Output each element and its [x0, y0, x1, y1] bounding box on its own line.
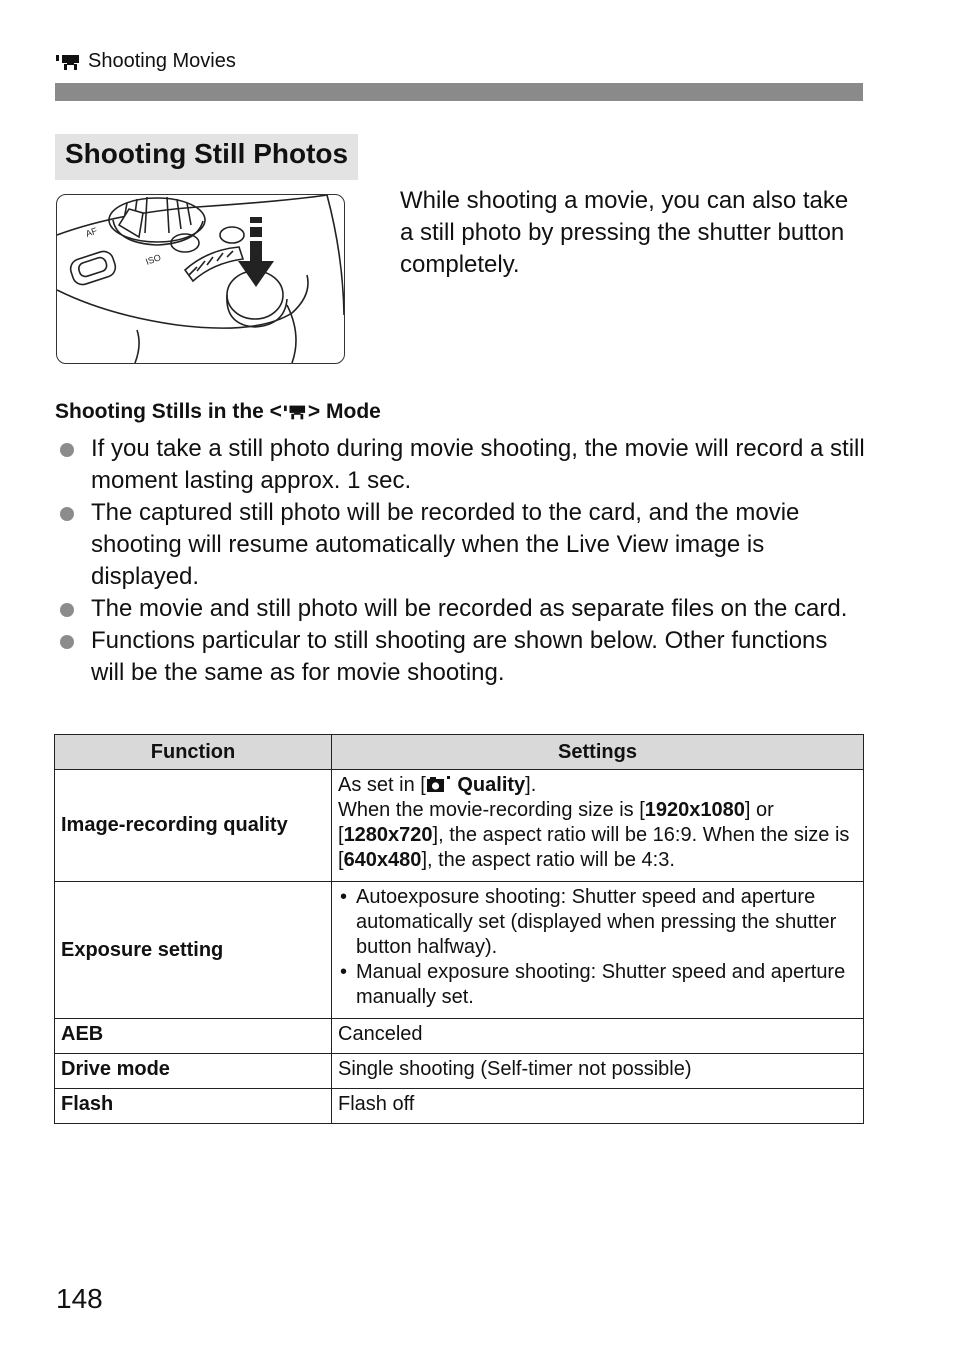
list-item — [55, 625, 865, 689]
bullet-text: Functions particular to still shooting are shown below. Other functions will be the same as for movie shooting. — [91, 627, 828, 686]
still-camera-quality-icon — [426, 775, 452, 793]
table-row — [55, 882, 864, 1019]
list-item: • Manual exposure shooting: Shutter speed and aperture manually set. — [338, 960, 857, 1010]
text-fragment: ], the aspect ratio will be 4:3. — [421, 849, 675, 871]
text-fragment: ]. — [525, 774, 537, 796]
svg-text:AF: AF — [84, 225, 99, 239]
bullet-text: If you take a still photo during movie shooting, the movie will record a still moment lasting approx. 1 sec. — [91, 435, 865, 494]
page-number: 148 — [56, 1283, 103, 1314]
text-fragment: ] or [ — [338, 799, 774, 846]
table-row — [55, 1089, 864, 1124]
bullet-text: The movie and still photo will be recorded as separate files on the card. — [91, 595, 848, 622]
running-header — [56, 50, 236, 73]
settings-cell: Canceled — [332, 1019, 864, 1054]
bullet-dot-icon — [60, 635, 74, 649]
movie-camera-icon — [56, 54, 80, 70]
movie-mode-icon — [284, 404, 306, 420]
bullet-dot-icon — [60, 443, 74, 457]
bullet-dot-icon — [60, 507, 74, 521]
settings-cell: Flash off — [332, 1089, 864, 1124]
quality-line — [338, 773, 857, 798]
size-1920: 1920x1080 — [644, 799, 745, 821]
function-cell: AEB — [55, 1019, 332, 1054]
list-item — [55, 433, 865, 497]
text-fragment: When the movie-recording size is [ — [338, 799, 645, 821]
settings-cell — [332, 882, 864, 1019]
subheading-before: Shooting Stills in the < — [55, 400, 282, 423]
exposure-list — [338, 885, 857, 1010]
bullet-list — [55, 433, 865, 689]
function-cell: Flash — [55, 1089, 332, 1124]
aspect-ratio-text — [338, 798, 857, 873]
bullet-dot-icon — [60, 603, 74, 617]
table-row — [55, 770, 864, 882]
svg-text:ISO: ISO — [144, 252, 163, 267]
size-640: 640x480 — [343, 849, 422, 871]
still-functions-table — [54, 734, 864, 1124]
intro-paragraph: While shooting a movie, you can also take a still photo by pressing the shutter button completely. — [400, 187, 849, 278]
list-item: • Autoexposure shooting: Shutter speed and aperture automatically set (displayed when pressing the shutter button halfway). — [338, 885, 857, 960]
list-item — [55, 593, 865, 625]
function-cell: Drive mode — [55, 1054, 332, 1089]
settings-cell: Single shooting (Self-timer not possible) — [332, 1054, 864, 1089]
size-1280: 1280x720 — [343, 824, 433, 846]
subheading-after: > Mode — [307, 400, 381, 423]
list-item — [55, 497, 865, 593]
table-row — [55, 1019, 864, 1054]
subheading-stills-in-movie-mode — [55, 400, 381, 424]
text-fragment: ], the aspect ratio will be 16:9. When the size is [ — [338, 824, 850, 871]
function-cell: Exposure setting — [55, 882, 332, 1019]
shutter-press-drawing — [57, 195, 344, 363]
table-row — [55, 1054, 864, 1089]
column-header-function: Function — [55, 735, 332, 770]
column-header-settings: Settings — [332, 735, 864, 770]
header-section-label: Shooting Movies — [88, 50, 236, 72]
quality-label: Quality — [457, 774, 526, 796]
bullet-text: The captured still photo will be recorded to the card, and the movie shooting will resume automatically when the Live View image is displayed. — [91, 499, 800, 590]
text-fragment: As set in [ — [338, 774, 426, 796]
table-header-row — [55, 735, 864, 770]
header-rule — [55, 83, 863, 101]
function-cell: Image-recording quality — [55, 770, 332, 882]
settings-cell — [332, 770, 864, 882]
section-title: Shooting Still Photos — [55, 134, 358, 180]
camera-shutter-illustration — [56, 194, 345, 364]
